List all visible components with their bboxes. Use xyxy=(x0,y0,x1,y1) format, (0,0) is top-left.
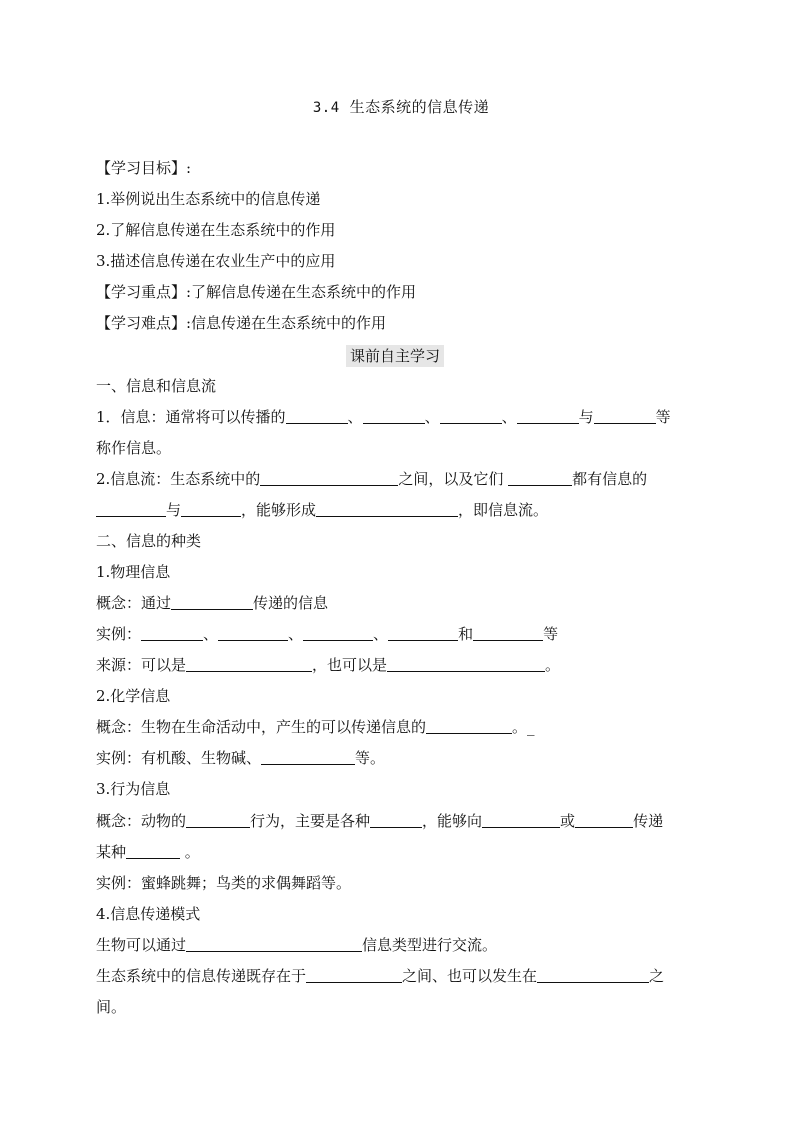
q1-line2: 称作信息。 xyxy=(96,439,172,457)
q1-text: 1．信息：通常将可以传播的 xyxy=(96,408,286,426)
blank-input[interactable] xyxy=(482,811,560,828)
concept-text: 。 xyxy=(180,843,200,861)
section2-heading: 二、信息的种类 xyxy=(96,532,202,550)
blank-input[interactable] xyxy=(387,655,545,672)
blank-input[interactable] xyxy=(286,407,348,424)
blank-input[interactable] xyxy=(186,811,250,828)
blank-input[interactable] xyxy=(508,469,572,486)
concept-text: 。_ xyxy=(512,718,535,736)
physical-heading: 1.物理信息 xyxy=(96,563,171,581)
concept-text: 行为，主要是各种 xyxy=(250,812,371,830)
separator: 、 xyxy=(501,408,517,426)
separator: 、 xyxy=(424,408,440,426)
blank-input[interactable] xyxy=(440,407,502,424)
concept-text: 某种 xyxy=(96,843,127,861)
objective-item-1: 1.举例说出生态系统中的信息传递 xyxy=(96,190,321,208)
blank-input[interactable] xyxy=(316,500,458,517)
chemical-concept xyxy=(96,717,535,737)
source-text: ，也可以是 xyxy=(312,656,388,674)
chemical-example xyxy=(96,748,385,768)
example-text: 实例： xyxy=(96,625,142,643)
blank-input[interactable] xyxy=(171,593,253,610)
q2-line1 xyxy=(96,469,647,489)
mode-text: 之间、也可以发生在 xyxy=(402,967,538,985)
q2-line2 xyxy=(96,500,548,520)
section1-heading: 一、信息和信息流 xyxy=(96,377,217,395)
blank-input[interactable] xyxy=(126,842,180,859)
blank-input[interactable] xyxy=(426,717,512,734)
concept-text: 传递 xyxy=(633,812,664,830)
mode-line2 xyxy=(96,966,664,986)
mode-line1 xyxy=(96,935,497,955)
pre-class-label: 课前自主学习 xyxy=(346,345,444,367)
example-text: 等。 xyxy=(355,749,386,767)
concept-text: 概念：生物在生命活动中，产生的可以传递信息的 xyxy=(96,718,427,736)
objectives-heading: 【学习目标】: xyxy=(96,159,192,177)
title-text: 生态系统的信息传递 xyxy=(349,98,490,116)
mode-text: 生态系统中的信息传递既存在于 xyxy=(96,967,307,985)
objective-item-3: 3.描述信息传递在农业生产中的应用 xyxy=(96,252,336,270)
q1-end: 等 xyxy=(655,408,671,426)
concept-text: 概念：通过 xyxy=(96,594,172,612)
q2-text: ，即信息流。 xyxy=(458,501,549,519)
blank-input[interactable] xyxy=(218,624,288,641)
source-text: 来源：可以是 xyxy=(96,656,187,674)
mode-text: 生物可以通过 xyxy=(96,936,187,954)
blank-input[interactable] xyxy=(303,624,373,641)
blank-input[interactable] xyxy=(575,811,633,828)
concept-text: 概念：动物的 xyxy=(96,812,187,830)
blank-input[interactable] xyxy=(186,655,312,672)
blank-input[interactable] xyxy=(260,469,398,486)
chemical-heading: 2.化学信息 xyxy=(96,687,171,705)
behavior-example: 实例：蜜蜂跳舞；鸟类的求偶舞蹈等。 xyxy=(96,874,352,892)
concept-text: 或 xyxy=(560,812,576,830)
example-and: 和 xyxy=(458,625,474,643)
page-title xyxy=(96,96,706,117)
blank-input[interactable] xyxy=(473,624,543,641)
blank-input[interactable] xyxy=(306,966,402,983)
concept-text: 传递的信息 xyxy=(253,594,329,612)
q2-text: ，能够形成 xyxy=(241,501,317,519)
behavior-concept xyxy=(96,811,663,831)
example-end: 等 xyxy=(543,625,559,643)
behavior-heading: 3.行为信息 xyxy=(96,780,171,798)
concept-text: ，能够向 xyxy=(422,812,483,830)
source-text: 。 xyxy=(545,656,561,674)
blank-input[interactable] xyxy=(388,624,458,641)
blank-input[interactable] xyxy=(261,748,355,765)
objective-item-2: 2.了解信息传递在生态系统中的作用 xyxy=(96,221,336,239)
blank-input[interactable] xyxy=(96,500,166,517)
blank-input[interactable] xyxy=(186,935,362,952)
separator: 、 xyxy=(288,625,304,643)
blank-input[interactable] xyxy=(363,407,425,424)
physical-concept xyxy=(96,593,328,613)
blank-input[interactable] xyxy=(370,811,422,828)
mode-text: 之 xyxy=(649,967,665,985)
separator: 、 xyxy=(347,408,363,426)
example-text: 实例：有机酸、生物碱、 xyxy=(96,749,262,767)
mode-line3: 间。 xyxy=(96,998,127,1016)
q2-text: 与 xyxy=(166,501,182,519)
separator: 、 xyxy=(203,625,219,643)
blank-input[interactable] xyxy=(141,624,203,641)
key-point: 【学习重点】:了解信息传递在生态系统中的作用 xyxy=(96,283,417,301)
difficult-point: 【学习难点】:信息传递在生态系统中的作用 xyxy=(96,314,387,332)
separator: 、 xyxy=(373,625,389,643)
q1-line1 xyxy=(96,407,671,427)
mode-text: 信息类型进行交流。 xyxy=(362,936,498,954)
q1-and: 与 xyxy=(578,408,594,426)
blank-input[interactable] xyxy=(517,407,579,424)
q2-text: 之间，以及它们 xyxy=(398,470,509,488)
blank-input[interactable] xyxy=(594,407,656,424)
blank-input[interactable] xyxy=(181,500,241,517)
q2-text: 都有信息的 xyxy=(572,470,648,488)
blank-input[interactable] xyxy=(537,966,649,983)
physical-example xyxy=(96,624,558,644)
behavior-concept-2 xyxy=(96,842,200,862)
title-number: 3.4 xyxy=(312,100,340,116)
physical-source xyxy=(96,655,560,675)
q2-text: 2.信息流：生态系统中的 xyxy=(96,470,261,488)
mode-heading: 4.信息传递模式 xyxy=(96,905,201,923)
